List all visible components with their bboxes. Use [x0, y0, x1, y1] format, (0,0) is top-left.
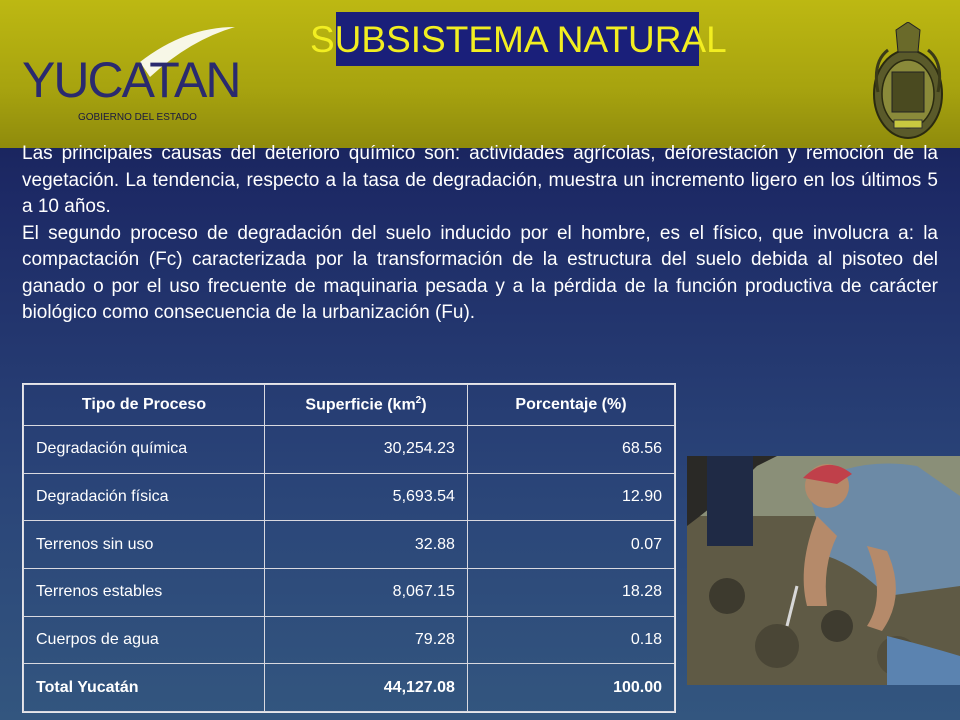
header-tipo: Tipo de Proceso: [24, 385, 265, 426]
header-porcentaje: Porcentaje (%): [467, 385, 674, 426]
row-superficie: 32.88: [265, 521, 468, 569]
table-row: [24, 521, 675, 569]
row-label: Terrenos sin uso: [24, 521, 265, 569]
page-title: SUBSISTEMA NATURAL: [310, 19, 727, 60]
yucatan-logo: [20, 22, 260, 132]
process-table-grid: [23, 384, 675, 712]
table-total-row: [24, 664, 675, 712]
table-header-row: [24, 385, 675, 426]
row-superficie: 30,254.23: [265, 426, 468, 474]
total-label: Total Yucatán: [24, 664, 265, 712]
header-superficie: [265, 385, 468, 426]
table-row: [24, 568, 675, 616]
process-table: [22, 383, 676, 713]
row-porcentaje: 0.07: [467, 521, 674, 569]
header-superficie-label: Superficie (km: [305, 396, 416, 414]
row-superficie: 5,693.54: [265, 473, 468, 521]
row-porcentaje: 18.28: [467, 568, 674, 616]
row-porcentaje: 0.18: [467, 616, 674, 664]
row-label: Terrenos estables: [24, 568, 265, 616]
body-text: [22, 141, 938, 327]
row-porcentaje: 68.56: [467, 426, 674, 474]
header-superficie-close: ): [421, 396, 427, 414]
row-label: Degradación química: [24, 426, 265, 474]
row-porcentaje: 12.90: [467, 473, 674, 521]
total-superficie: 44,127.08: [265, 664, 468, 712]
field-soil-sampling-photo: [687, 456, 960, 685]
row-label: Cuerpos de agua: [24, 616, 265, 664]
logo-subtitle: GOBIERNO DEL ESTADO: [78, 112, 197, 123]
header-band: [0, 0, 960, 148]
photo-illustration: [687, 456, 960, 685]
row-superficie: 79.28: [265, 616, 468, 664]
table-row: [24, 616, 675, 664]
total-porcentaje: 100.00: [467, 664, 674, 712]
table-row: [24, 426, 675, 474]
row-superficie: 8,067.15: [265, 568, 468, 616]
header-superficie-sup: 2: [415, 395, 422, 407]
row-label: Degradación física: [24, 473, 265, 521]
logo-text: YUCATAN: [22, 52, 240, 108]
paragraph-2: El segundo proceso de degradación del suelo inducido por el hombre, es el físico, que involucra a: la compactación (Fc) caracterizada por la transformación de la estructura del suelo debida al pisoteo del ganado o por el uso frecuente de maquinaria pesada y a la pérdida de la función productiva de carácter biológico como consecuencia de la urbanización (Fu).: [22, 222, 938, 323]
table-row: [24, 473, 675, 521]
paragraph-1: Las principales causas del deterioro químico son: actividades agrícolas, deforestación y remoción de la vegetación. La tendencia, respecto a la tasa de degradación, muestra un incremento ligero en los últimos 5 a 10 años.: [22, 143, 938, 217]
university-seal-icon: [868, 22, 948, 142]
